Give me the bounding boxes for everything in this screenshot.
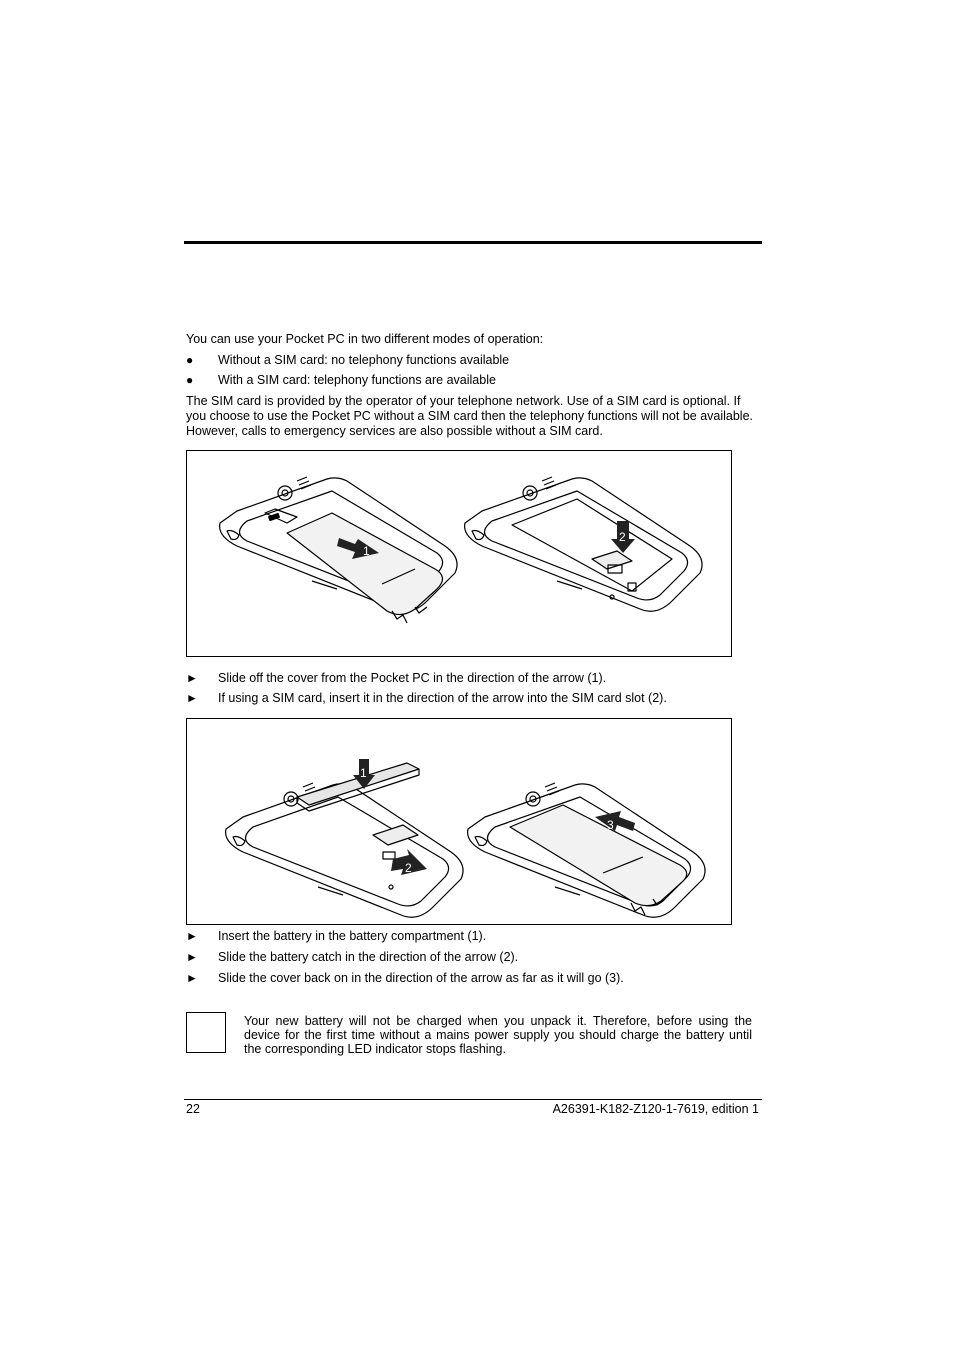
arrow-bullet-icon: ► [186,671,198,685]
figure-remove-cover [186,450,732,657]
intro-paragraph: You can use your Pocket PC in two different modes of operation: [186,332,544,346]
list-item-text: Without a SIM card: no telephony functions available [218,353,510,367]
arrow-bullet-icon: ► [186,691,198,705]
arrow-label: 2 [619,530,626,544]
arrow-bullet-icon: ► [186,929,198,943]
pocket-pc-right [465,477,702,611]
list-item-text: Slide the battery catch in the direction of the arrow (2). [218,950,519,964]
list-item [186,670,758,686]
arrow-label: 1 [360,766,367,780]
arrow-bullet-icon: ► [186,971,198,985]
list-item-text: If using a SIM card, insert it in the direction of the arrow into the SIM card slot (2). [218,691,667,705]
document-id: A26391-K182-Z120-1-7619, edition 1 [552,1102,759,1116]
arrow-label: 1 [363,544,370,558]
page-number: 22 [186,1102,200,1116]
arrow-label: 3 [607,818,614,832]
bullet-icon: ● [186,373,194,387]
pocket-pc-right [468,783,705,917]
sim-paragraph: The SIM card is provided by the operator of your telephone network. Use of a SIM card is optional. If you choose to use the Pocket PC without a SIM card then the telephony functions will not be available. However, calls to emergency services are also possible without a SIM card. [186,394,754,438]
note-text: Your new battery will not be charged when you unpack it. Therefore, before using the device for the first time without a mains power supply you should charge the battery until the corresponding LED indicator stops flashing. [244,1014,752,1056]
list-item [186,949,758,965]
list-item-text: Insert the battery in the battery compartment (1). [218,929,487,943]
list-item [186,928,758,944]
list-item-text: Slide the cover back on in the direction of the arrow as far as it will go (3). [218,971,624,985]
list-item [186,352,758,368]
arrow-label: 2 [405,861,412,875]
figure-insert-battery [186,718,732,925]
figure-2-illustration [187,719,733,926]
list-item [186,690,758,706]
header-rule [184,241,762,244]
list-item-text: With a SIM card: telephony functions are available [218,373,496,387]
note-icon [186,1012,226,1053]
footer-rule [184,1099,762,1100]
bullet-icon: ● [186,353,194,367]
list-item [186,970,758,986]
list-item-text: Slide off the cover from the Pocket PC in the direction of the arrow (1). [218,671,607,685]
pocket-pc-left [226,783,463,917]
list-item [186,372,758,388]
figure-1-illustration [187,451,733,658]
arrow-bullet-icon: ► [186,950,198,964]
